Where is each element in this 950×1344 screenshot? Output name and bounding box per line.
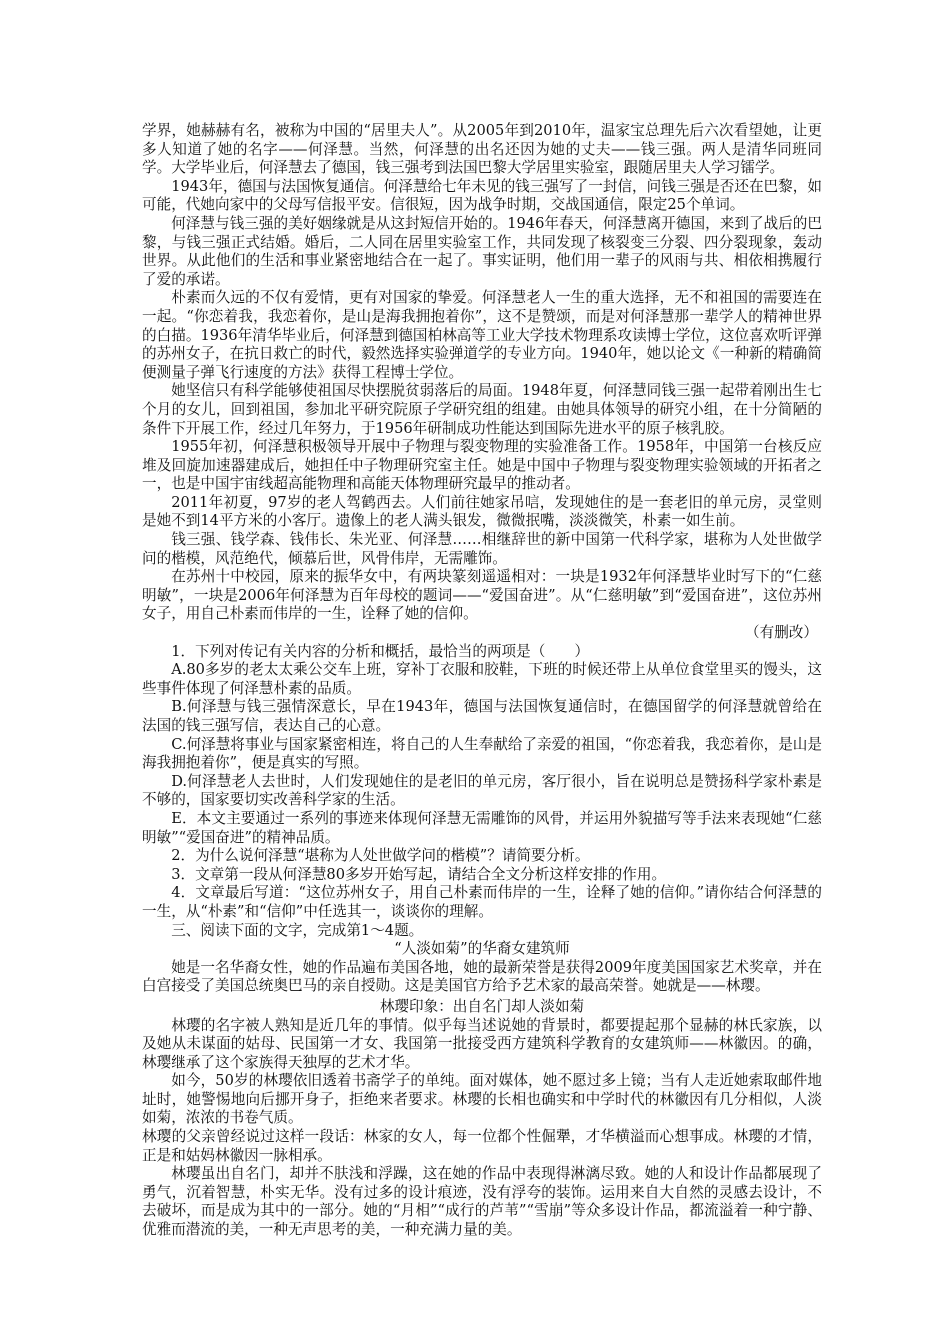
paragraph-9: 在苏州十中校园，原来的振华女中，有两块篆刻遥遥相对：一块是1932年何泽慧毕业时写下的“仁慈明敏”，一块是2006年何泽慧为百年母校的题词——“爱国奋进”。从“仁慈明敏”到“爱国奋进”，这位苏州女子，用自己朴素而伟岸的一生，诠释了她的信仰。 [142, 568, 822, 623]
article-paragraph-2: 如今，50岁的林璎依旧透着书斋学子的单纯。面对媒体，她不愿过多上镜；当有人走近她索取邮件地址时，她警惕地向后挪开身子，拒绝来者要求。林璎的长相也确实和中学时代的林徽因有几分相似，人淡如菊，浓浓的书卷气质。 [142, 1072, 822, 1127]
question-4: 4．文章最后写道：“这位苏州女子，用自己朴素而伟岸的一生，诠释了她的信仰。”请你结合何泽慧的一生，从“朴素”和“信仰”中任选其一，谈谈你的理解。 [142, 884, 822, 920]
paragraph-6: 1955年初，何泽慧积极领导开展中子物理与裂变物理的实验准备工作。1958年，中国第一台核反应堆及回旋加速器建成后，她担任中子物理研究室主任。她是中国中子物理与裂变物理实验领域的开拓者之一，也是中国宇宙线超高能物理和高能天体物理研究最早的推动者。 [142, 438, 822, 493]
option-c: C.何泽慧将事业与国家紧密相连，将自己的人生奉献给了亲爱的祖国，“你恋着我，我恋着你，是山是海我拥抱着你”，便是真实的写照。 [142, 735, 822, 772]
question-1: 1．下列对传记有关内容的分析和概括，最恰当的两项是（ ） [171, 642, 590, 660]
article-intro: 她是一名华裔女性，她的作品遍布美国各地，她的最新荣誉是获得2009年度美国国家艺术奖章，并在白宫接受了美国总统奥巴马的亲自授勋。这是美国官方给予艺术家的最高荣誉。她就是——林璎。 [142, 958, 822, 995]
article-paragraph-3: 林璎的父亲曾经说过这样一段话：林家的女人，每一位都个性倔犟，才华横溢而心想事成。林璎的才情，正是和姑妈林徽因一脉相承。 [142, 1128, 822, 1164]
section-3-heading: 三、阅读下面的文字，完成第1～4题。 [171, 921, 424, 939]
paragraph-2: 1943年，德国与法国恢复通信。何泽慧给七年未见的钱三强写了一封信，问钱三强是否还在巴黎，如可能，代她向家中的父母写信报平安。信很短，因为战争时期，交战国通信，限定25个单词。 [142, 177, 822, 214]
article-title: “人淡如菊”的华裔女建筑师 [394, 940, 570, 958]
article-paragraph-4: 林璎虽出自名门，却并不肤浅和浮躁，这在她的作品中表现得淋漓尽致。她的人和设计作品都展现了勇气，沉着智慧，朴实无华。没有过多的设计痕迹，没有浮夸的装饰。运用来自大自然的灵感去设计，不去破坏，而是成为其中的一部分。她的“月相”“成行的芦苇”“雪崩”等众多设计作品，都流溢着一种宁静、优雅而潜流的美，一种无声思考的美，一种充满力量的美。 [142, 1165, 822, 1239]
question-3: 3．文章第一段从何泽慧80多岁开始写起，请结合全文分析这样安排的作用。 [171, 865, 667, 883]
option-b: B.何泽慧与钱三强情深意长，早在1943年，德国与法国恢复通信时，在德国留学的何泽慧就曾给在法国的钱三强写信，表达自己的心意。 [142, 698, 822, 734]
article-paragraph-1: 林璎的名字被人熟知是近几年的事情。似乎每当述说她的背景时，都要提起那个显赫的林氏家族，以及她从未谋面的姑母、民国第一才女、我国第一批接受西方建筑科学教育的女建筑师——林徽因。的确，林璎继承了这个家族得天独厚的艺术才华。 [142, 1016, 822, 1071]
paragraph-8: 钱三强、钱学森、钱伟长、朱光亚、何泽慧……相继辞世的新中国第一代科学家，堪称为人处世做学问的楷模，风范绝代，倾慕后世，风骨伟岸，无需雕饰。 [142, 531, 822, 567]
paragraph-7: 2011年初夏，97岁的老人驾鹤西去。人们前往她家吊唁，发现她住的是一套老旧的单元房，灵堂则是她不到14平方米的小客厅。遗像上的老人满头银发，微微抿嘴，淡淡微笑，朴素一如生前。 [142, 493, 822, 530]
paragraph-3: 何泽慧与钱三强的美好姻缘就是从这封短信开始的。1946年春天，何泽慧离开德国，来到了战后的巴黎，与钱三强正式结婚。婚后，二人同在居里实验室工作，共同发现了核裂变三分裂、四分裂现象，轰动世界。从此他们的生活和事业紧密地结合在一起了。事实证明，他们用一辈子的风雨与共、相依相携履行了爱的承诺。 [142, 214, 822, 288]
option-e: E．本文主要通过一系列的事迹来体现何泽慧无需雕饰的风骨，并运用外貌描写等手法来表现她“仁慈明敏”“爱国奋进”的精神品质。 [142, 809, 822, 846]
option-a: A.80多岁的老太太乘公交车上班，穿补丁衣服和胶鞋，下班的时候还带上从单位食堂里买的馒头，这些事件体现了何泽慧朴素的品质。 [142, 661, 822, 697]
paragraph-1: 学界，她赫赫有名，被称为中国的“居里夫人”。从2005年到2010年，温家宝总理先后六次看望她，让更多人知道了她的名字——何泽慧。当然，何泽慧的出名还因为她的丈夫——钱三强。两人是清华同班同学。大学毕业后，何泽慧去了德国，钱三强考到法国巴黎大学居里实验室，跟随居里夫人学习镭学。 [142, 122, 822, 177]
option-d: D.何泽慧老人去世时，人们发现她住的是老旧的单元房，客厅很小，旨在说明总是赞扬科学家朴素是不够的，国家要切实改善科学家的生活。 [142, 772, 822, 809]
question-2: 2．为什么说何泽慧“堪称为人处世做学问的楷模”？请简要分析。 [171, 847, 590, 865]
paragraph-4: 朴素而久远的不仅有爱情，更有对国家的挚爱。何泽慧老人一生的重大选择，无不和祖国的需要连在一起。“你恋着我，我恋着你，是山是海我拥抱着你”，这不是赞颂，而是对何泽慧那一辈学人的精神世界的白描。1936年清华毕业后，何泽慧到德国柏林高等工业大学技术物理系攻读博士学位，这位喜欢听评弹的苏州女子，在抗日救亡的时代，毅然选择实验弹道学的专业方向。1940年，她以论文《一种新的精确简便测量子弹飞行速度的方法》获得工程博士学位。 [142, 289, 822, 381]
abridged-note: （有删改） [745, 624, 818, 642]
paragraph-5: 她坚信只有科学能够使祖国尽快摆脱贫弱落后的局面。1948年夏，何泽慧同钱三强一起带着刚出生七个月的女儿，回到祖国，参加北平研究院原子学研究组的组建。由她具体领导的研究小组，在十分简陋的条件下开展工作，经过几年努力，于1956年研制成功性能达到国际先进水平的原子核乳胶。 [142, 382, 822, 437]
article-subtitle: 林璎印象：出自名门却人淡如菊 [379, 997, 585, 1015]
document-body [142, 122, 822, 1240]
